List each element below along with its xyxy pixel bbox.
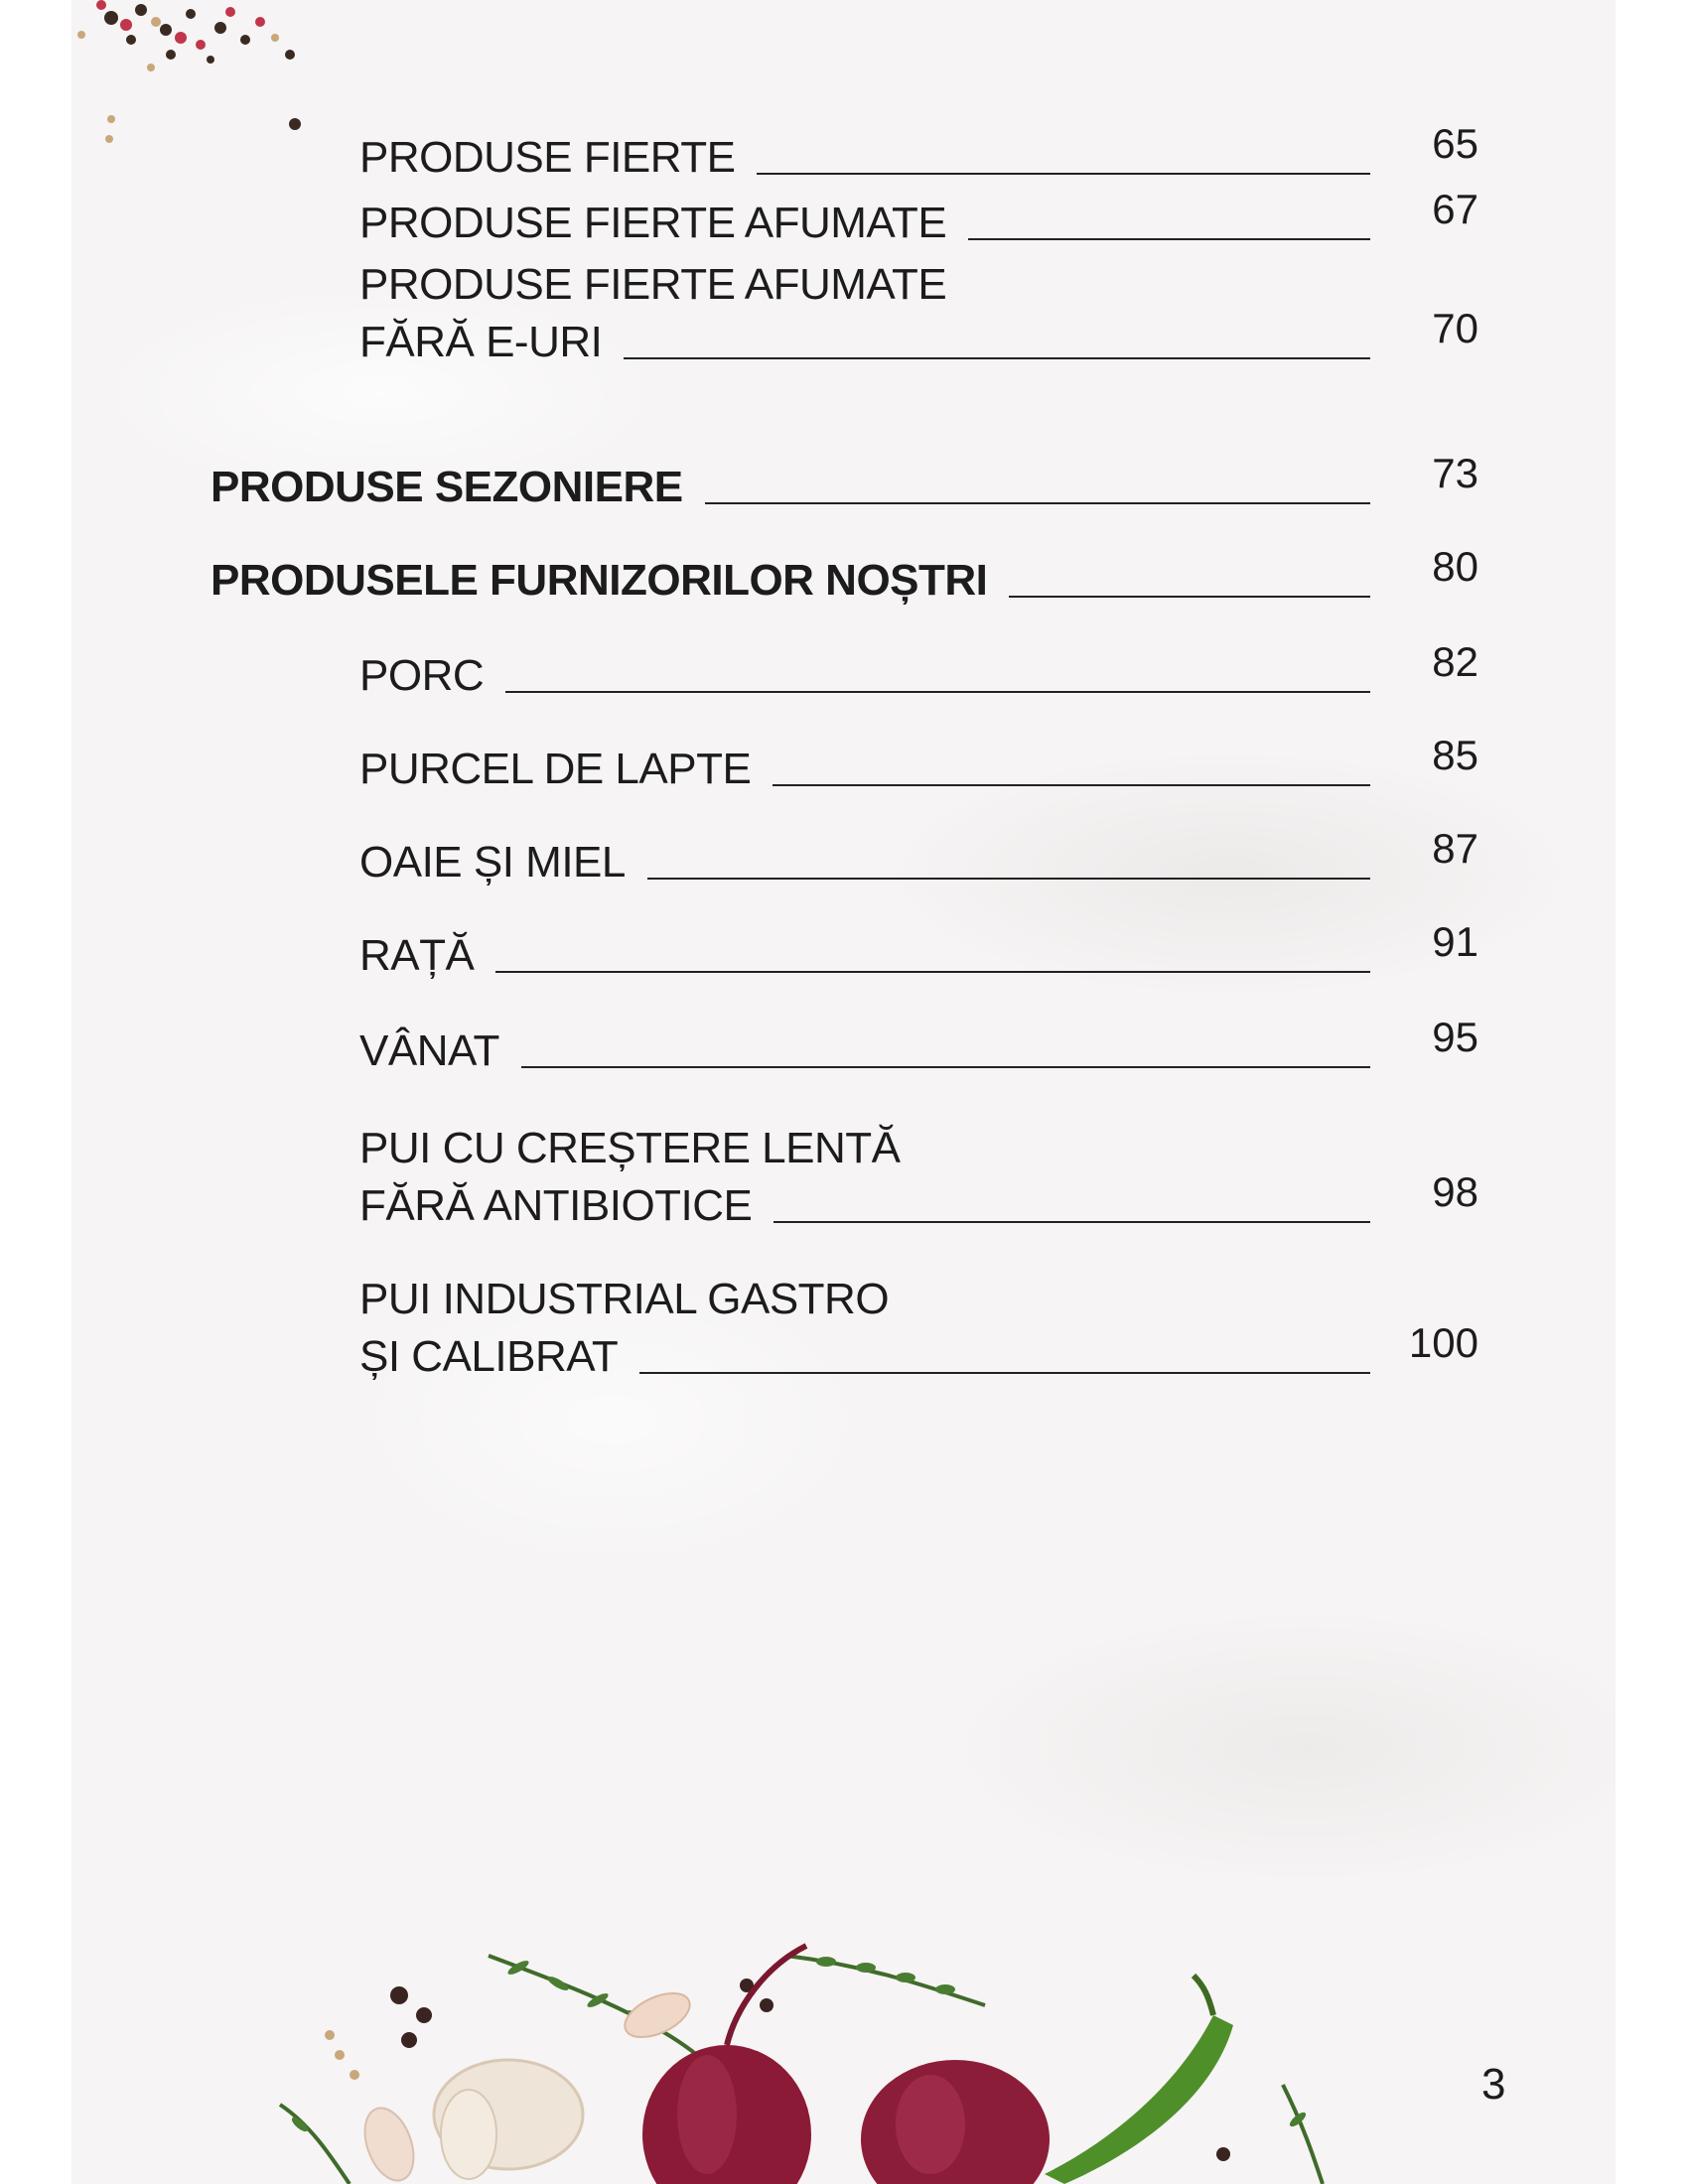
toc-entry-title-line: PORC	[359, 651, 485, 700]
toc-leader-line	[647, 878, 1370, 880]
toc-entry-title-line: RAȚĂ	[359, 931, 475, 980]
toc-entry-title-line: OAIE ȘI MIEL	[359, 838, 626, 887]
toc-leader-line	[705, 502, 1370, 504]
page-number: 3	[1481, 2060, 1506, 2109]
toc-leader-line	[521, 1066, 1370, 1068]
toc-page-number: 100	[1408, 1319, 1478, 1366]
toc-page-number: 80	[1432, 543, 1478, 590]
toc-leader-line	[773, 784, 1370, 786]
toc-page-number: 73	[1432, 450, 1478, 496]
toc-page-number: 67	[1432, 186, 1478, 232]
toc-leader-line	[639, 1372, 1370, 1374]
toc-entry-title	[359, 256, 946, 371]
toc-entry-title	[359, 129, 735, 187]
toc-page-number: 91	[1432, 918, 1478, 965]
toc-entry-title	[211, 552, 987, 610]
toc-entry-title-line: ȘI CALIBRAT	[359, 1332, 619, 1381]
toc-entry-title	[359, 741, 751, 798]
toc-entry-title	[211, 459, 683, 516]
toc-page-number: 65	[1432, 120, 1478, 167]
toc-leader-line	[505, 691, 1370, 693]
toc-entry-title-line: PRODUSE FIERTE AFUMATE	[359, 260, 947, 309]
toc-page-number: 95	[1432, 1014, 1478, 1060]
toc-entry-title-line: VÂNAT	[359, 1026, 499, 1075]
toc-page-number: 98	[1432, 1168, 1478, 1215]
toc-entry-title-line: FĂRĂ E-URI	[359, 318, 603, 366]
table-of-contents	[71, 0, 1616, 1489]
toc-entry-title	[359, 1023, 499, 1080]
toc-entry-title-line: PURCEL DE LAPTE	[359, 745, 752, 793]
toc-entry-title	[359, 647, 484, 705]
toc-page-number: 70	[1432, 305, 1478, 351]
toc-entry-title	[359, 927, 474, 985]
toc-leader-line	[774, 1221, 1370, 1223]
toc-page-number: 87	[1432, 825, 1478, 872]
vegetables-herbs-icon	[270, 1926, 1412, 2184]
toc-entry-title-line: FĂRĂ ANTIBIOTICE	[359, 1181, 753, 1230]
toc-entry-title-line: PRODUSE FIERTE AFUMATE	[359, 199, 947, 247]
toc-entry-title	[359, 1271, 889, 1386]
toc-entry-title-line: PRODUSELE FURNIZORILOR NOȘTRI	[211, 556, 988, 605]
document-page	[71, 0, 1616, 2184]
toc-entry-title	[359, 1120, 900, 1235]
toc-leader-line	[495, 971, 1370, 973]
toc-entry-title-line: PRODUSE SEZONIERE	[211, 463, 683, 511]
toc-entry-title-line: PRODUSE FIERTE	[359, 133, 736, 182]
toc-leader-line	[757, 173, 1370, 175]
toc-entry-title-line: PUI CU CREȘTERE LENTĂ	[359, 1124, 901, 1172]
toc-page-number: 82	[1432, 638, 1478, 685]
toc-leader-line	[624, 357, 1370, 359]
toc-leader-line	[1009, 596, 1370, 598]
toc-page-number: 85	[1432, 732, 1478, 778]
toc-leader-line	[968, 238, 1370, 240]
toc-entry-title	[359, 195, 946, 252]
toc-entry-title	[359, 834, 626, 891]
toc-entry-title-line: PUI INDUSTRIAL GASTRO	[359, 1275, 890, 1323]
